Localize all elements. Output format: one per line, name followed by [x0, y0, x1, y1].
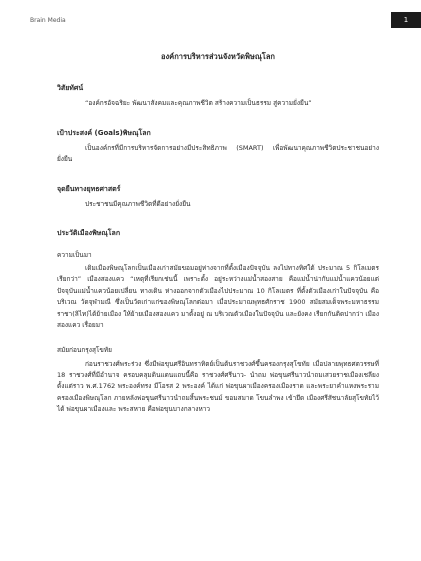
goals-heading: เป้าประสงค์ (Goals)พิษณุโลก — [57, 128, 151, 137]
document-body — [57, 50, 379, 416]
history-heading: ประวัติเมืองพิษณุโลก — [57, 229, 121, 238]
document-title: องค์การบริหารส่วนจังหวัดพิษณุโลก — [161, 52, 275, 61]
strategy-heading: จุดยืนทางยุทธศาสตร์ — [57, 184, 121, 193]
strategy-text: ประชาชนมีคุณภาพชีวิตที่ดีอย่างยั่งยืน — [85, 200, 191, 208]
origin-paragraph: เดิมเมืองพิษณุโลกเป็นเมืองเก่าสมัยขอมอยู่ห่างจากที่ตั้งเมืองปัจจุบัน ลงไปทางทิศใต้ ประมาณ 5 กิโลเมตร เรียกว่า” เมืองสองแคว “เหตุที่เรียกเช่นนี้ เพราะตั้ง อยู่ระหว่างแม่น้ำสองสาย คือแม่น้ำน่ากับแม่น้ำแควน้อยแต่ปัจจุบันแม่น้ำแควน้อยเปลี่ยน ทางเดิน ห่างออกจากตัวเมืองไปประมาณ 10 กิโลเมตร ที่ตั้งตัวเมืองเก่าในปัจจุบัน คือ บริเวณ วัดจุฬามณี ซึ่งเป็นวัดเก่าแก่ของพิษณุโลกต่อมา เมื่อประมาณพุทธศักราช 1900 สมัยสมเด็จพระมหาธรรมราชา(ลิไท)ได้ย้ายเมือง ให้ย้ายเมืองสองแคว มาตั้งอยู่ ณ บริเวณตัวเมืองในปัจจุบัน และยังคง เรียกกันติดปากว่า เมืองสองแคว เรื่อยมา — [57, 264, 379, 329]
vision-heading: วิสัยทัศน์ — [57, 84, 84, 93]
sukhothai-paragraph: ก่อนราชวงศ์พระร่วง ซึ่งมีพ่อขุนศรีอินทราทิตย์เป็นต้นราชวงศ์ขึ้นครองกรุงสุโขทัย เมื่อปลายพุทธศตวรรษที่ 18 ราชวงศ์ที่มีอำนาจ ครอบคลุมดินแดนแถบนี้คือ ราชวงศ์ศรีนาว- นำถม พ่อขุนศรีนาวนำถมเสวยราชเมืองเชลียง ตั้งแต่ราว พ.ศ.1762 พระองค์ทรง มีโอรส 2 พระองค์ ได้แก่ พ่อขุนผาเมืองครองเมืองราด และพระยาคำแหงพระรามครองเมืองพิษณุโลก ภายหลังพ่อขุนศรีนาวนำถมสิ้นพระชนม์ ขอมสมาด โขนลำพง เข้ายึด เมืองศรีสัชนาลัยสุโขทัยไว้ได้ พ่อขุนผาเมืองและ พระสหาย คือพ่อขุนบางกลางหาว — [57, 359, 379, 414]
header-brand: Brain Media — [30, 17, 66, 24]
goals-text: เป็นองค์กรที่มีการบริหารจัดการอย่างมีประสิทธิภาพ (SMART) เพื่อพัฒนาคุณภาพชีวิตประชาชนอย่างยั่งยืน — [57, 144, 379, 164]
vision-text: “องค์กรอัจฉริยะ พัฒนาสังคมและคุณภาพชีวิต สร้างความเป็นธรรม สู่ความยั่งยืน” — [85, 99, 312, 108]
origin-subheading: ความเป็นมา — [57, 250, 92, 259]
sukhothai-subheading: สมัยก่อนกรุงสุโขทัย — [57, 346, 112, 355]
page-number-badge: 1 — [391, 12, 421, 28]
